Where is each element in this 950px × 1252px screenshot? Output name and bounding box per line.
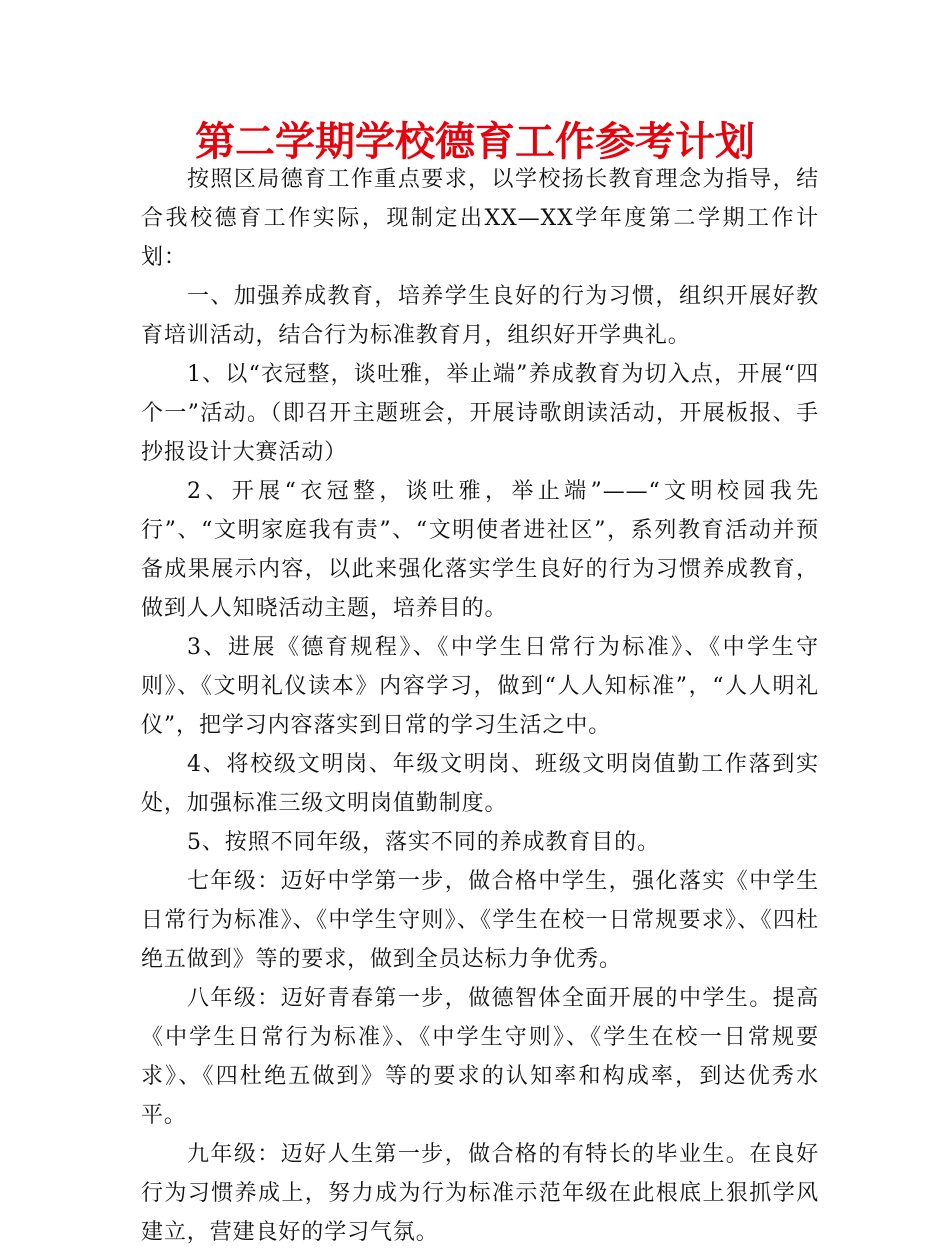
paragraph-grade-9: 九年级：迈好人生第一步，做合格的有特长的毕业生。在良好行为习惯养成上，努力成为行为标准示范年级在此根底上狠抓学风建立，营建良好的学习气氛。 xyxy=(141,1142,819,1245)
paragraph-item-3: 3、进展《德育规程》、《中学生日常行为标准》、《中学生守则》、《文明礼仪读本》内容学习，做到“人人知标准”，“人人明礼仪”，把学习内容落实到日常的学习生活之中。 xyxy=(141,635,819,738)
paragraph-item-5: 5、按照不同年级，落实不同的养成教育目的。 xyxy=(187,830,660,855)
paragraph-item-4: 4、将校级文明岗、年级文明岗、班级文明岗值勤工作落到实处，加强标准三级文明岗值勤制度。 xyxy=(141,752,819,816)
document-title: 第二学期学校德育工作参考计划 xyxy=(195,119,755,165)
paragraph-section-1: 一、加强养成教育，培养学生良好的行为习惯，组织开展好教育培训活动，结合行为标准教育月，组织好开学典礼。 xyxy=(141,284,819,348)
paragraph-item-1: 1、以“衣冠整，谈吐雅，举止端”养成教育为切入点，开展“四个一”活动。（即召开主题班会，开展诗歌朗读活动，开展板报、手抄报设计大赛活动） xyxy=(141,362,819,465)
paragraph-grade-8: 八年级：迈好青春第一步，做德智体全面开展的中学生。提高《中学生日常行为标准》、《中学生守则》、《学生在校一日常规要求》、《四杜绝五做到》等的要求的认知率和构成率，到达优秀水平。 xyxy=(141,986,819,1128)
paragraph-grade-7: 七年级：迈好中学第一步，做合格中学生，强化落实《中学生日常行为标准》、《中学生守则》、《学生在校一日常规要求》、《四杜绝五做到》等的要求，做到全员达标力争优秀。 xyxy=(141,869,819,972)
paragraph-intro: 按照区局德育工作重点要求，以学校扬长教育理念为指导，结合我校德育工作实际，现制定出XX—XX学年度第二学期工作计划： xyxy=(141,167,819,270)
document-body xyxy=(141,160,819,1252)
paragraph-item-2: 2、开展“衣冠整，谈吐雅，举止端”——“文明校园我先行”、“文明家庭我有责”、“文明使者进社区”，系列教育活动并预备成果展示内容，以此来强化落实学生良好的行为习惯养成教育，做到人人知晓活动主题，培养目的。 xyxy=(141,479,819,621)
